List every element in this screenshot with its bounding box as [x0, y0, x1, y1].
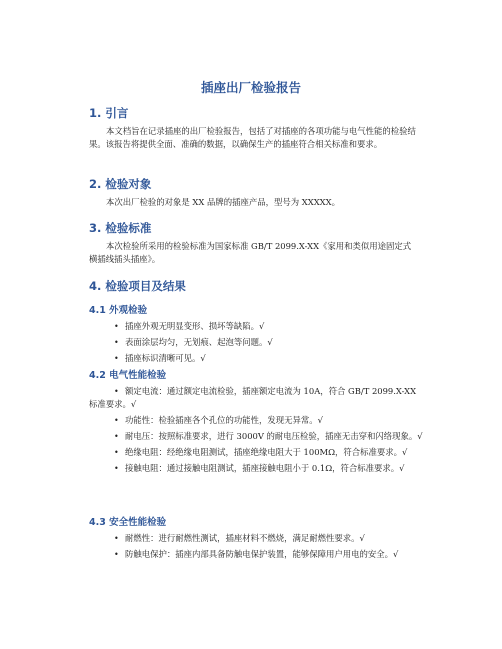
list-item-text: 接触电阻：通过接触电阻测试，插座接触电阻小于 0.1Ω，符合标准要求。√	[125, 463, 405, 473]
list-item-text: 功能性：检验插座各个孔位的功能性，发现无异常。√	[125, 415, 323, 425]
list-item-text: 额定电流：通过额定电流检验，插座额定电流为 10A，符合 GB/T 2099.X-XX 标准要求。√	[89, 386, 417, 409]
list-item	[89, 446, 425, 459]
list-item-text: 表面涂层均匀，无划痕、起泡等问题。√	[125, 337, 273, 347]
list-item-text: 绝缘电阻：经绝缘电阻测试，插座绝缘电阻大于 100MΩ，符合标准要求。√	[125, 447, 408, 457]
bullet-icon: •	[114, 387, 119, 396]
list-item	[89, 414, 425, 427]
section-heading-standard: 3. 检验标准	[89, 221, 152, 235]
appearance-list	[89, 320, 425, 368]
bullet-icon: •	[114, 432, 119, 441]
list-item	[89, 430, 425, 443]
electrical-list	[89, 385, 425, 478]
safety-list	[89, 532, 425, 564]
bullet-icon: •	[114, 416, 119, 425]
list-item	[89, 532, 425, 545]
section-body-object: 本次出厂检验的对象是 XX 品牌的插座产品，型号为 XXXXX。	[106, 197, 340, 207]
bullet-icon: •	[114, 338, 119, 347]
section-heading-intro: 1. 引言	[89, 106, 129, 120]
section-heading-items: 4. 检验项目及结果	[89, 279, 186, 293]
list-item-text: 插座标识清晰可见。√	[125, 353, 206, 363]
bullet-icon: •	[114, 550, 119, 559]
list-item	[89, 336, 425, 349]
list-item-text: 耐电压：按照标准要求，进行 3000V 的耐电压检验，插座无击穿和闪络现象。√	[125, 431, 423, 441]
section-body-intro: 本文档旨在记录插座的出厂检验报告，包括了对插座的各项功能与电气性能的检验结果。该报告将提供全面、准确的数据，以确保生产的插座符合相关标准和要求。	[89, 126, 416, 149]
bullet-icon: •	[114, 322, 119, 331]
list-item-text: 插座外观无明显变形、损坏等缺陷。√	[125, 321, 265, 331]
list-item	[89, 352, 425, 365]
list-item-text: 防触电保护：插座内部具备防触电保护装置，能够保障用户用电的安全。√	[125, 549, 399, 559]
bullet-icon: •	[114, 534, 119, 543]
bullet-icon: •	[114, 448, 119, 457]
list-item	[89, 385, 425, 411]
list-item	[89, 320, 425, 333]
subsection-heading-safety: 4.3 安全性能检验	[89, 517, 167, 528]
bullet-icon: •	[114, 464, 119, 473]
bullet-icon: •	[114, 354, 119, 363]
list-item	[89, 462, 425, 475]
section-heading-object: 2. 检验对象	[89, 177, 152, 191]
report-title: 插座出厂检验报告	[200, 80, 301, 95]
list-item	[89, 548, 425, 561]
subsection-heading-appearance: 4.1 外观检验	[89, 305, 148, 316]
section-body-standard: 本次检验所采用的检验标准为国家标准 GB/T 2099.X-XX《家用和类似用途固定式横插线插头插座》。	[89, 241, 412, 264]
subsection-heading-electrical: 4.2 电气性能检验	[89, 370, 167, 381]
list-item-text: 耐燃性：进行耐燃性测试，插座材料不燃烧，满足耐燃性要求。√	[125, 533, 365, 543]
